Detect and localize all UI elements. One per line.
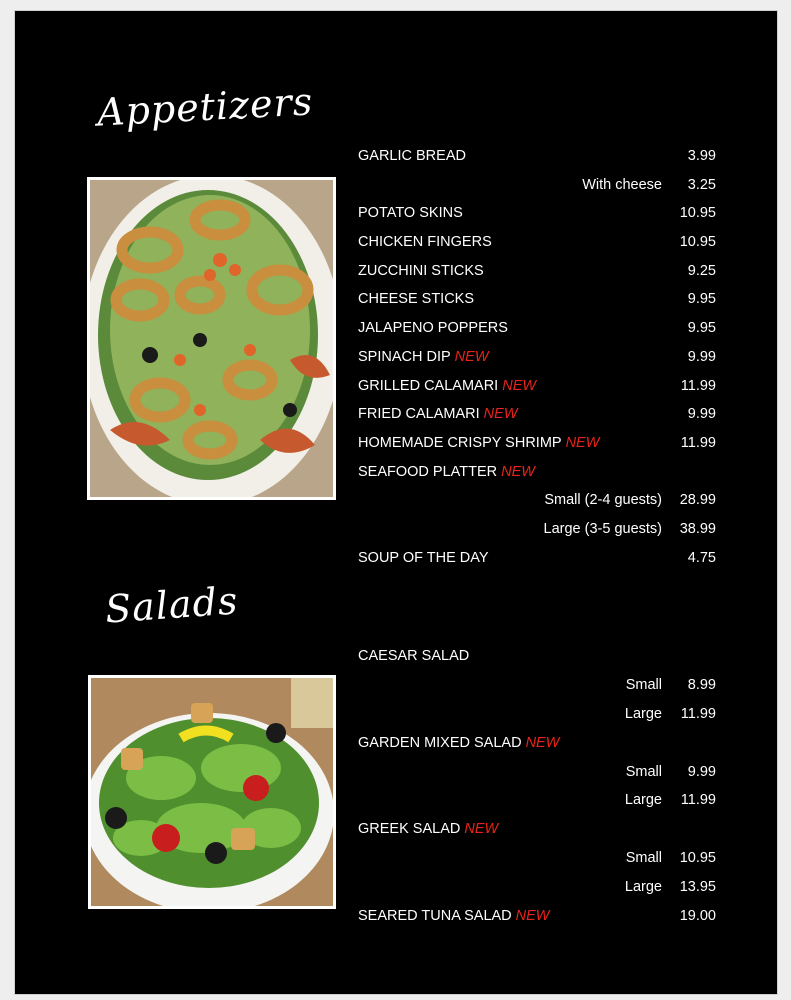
menu-item <box>358 544 718 573</box>
item-price: 10.95 <box>679 234 716 251</box>
item-price: 3.25 <box>687 176 716 193</box>
item-name-text: HOMEMADE CRISPY SHRIMP <box>358 434 562 451</box>
item-name <box>358 372 536 401</box>
new-badge: NEW <box>565 434 600 451</box>
item-name <box>358 642 469 671</box>
item-variant: Small <box>625 676 662 693</box>
menu-item <box>358 429 718 458</box>
item-price: 11.99 <box>680 377 716 394</box>
item-name <box>358 429 599 458</box>
menu-item <box>358 458 718 487</box>
new-badge: NEW <box>525 734 560 751</box>
calamari-photo <box>87 177 336 500</box>
item-name-text: GARDEN MIXED SALAD <box>358 734 522 751</box>
item-price: 9.99 <box>687 348 716 365</box>
menu-item <box>358 815 718 844</box>
item-name-text: POTATO SKINS <box>358 205 463 222</box>
item-name <box>358 458 535 487</box>
item-price: 19.00 <box>679 908 716 925</box>
item-name <box>358 729 559 758</box>
menu-page <box>14 10 778 995</box>
item-name <box>358 400 518 429</box>
item-name-text: JALAPENO POPPERS <box>358 320 508 337</box>
item-price: 10.95 <box>679 850 716 867</box>
item-name <box>358 815 498 844</box>
appetizers-heading: Appetizers <box>95 79 315 135</box>
item-price: 28.99 <box>679 492 716 509</box>
item-name-text: ZUCCHINI STICKS <box>358 262 484 279</box>
item-name <box>358 902 550 931</box>
menu-item <box>358 314 718 343</box>
item-name <box>358 314 508 343</box>
item-price: 3.99 <box>687 148 716 164</box>
menu-item-variant <box>358 671 718 700</box>
item-name-text: GRILLED CALAMARI <box>358 377 499 394</box>
menu-item <box>358 228 718 257</box>
menu-item-variant <box>358 786 718 815</box>
item-name <box>358 343 489 372</box>
menu-item <box>358 199 718 228</box>
item-price: 9.95 <box>687 320 716 337</box>
new-badge: NEW <box>515 908 550 925</box>
item-name-text: CHICKEN FINGERS <box>358 234 492 251</box>
item-name <box>358 142 466 171</box>
item-variant: Large <box>624 705 662 722</box>
item-price: 38.99 <box>679 520 716 537</box>
salads-heading: Salads <box>103 578 240 632</box>
menu-item <box>358 285 718 314</box>
item-price: 8.99 <box>687 676 716 693</box>
menu-item-variant <box>358 171 718 200</box>
menu-item-variant <box>358 873 718 902</box>
menu-item <box>358 372 718 401</box>
item-name <box>358 228 492 257</box>
item-name <box>358 544 489 573</box>
item-name <box>358 285 474 314</box>
menu-item <box>358 729 718 758</box>
item-price: 9.99 <box>687 406 716 423</box>
item-name-text: GREEK SALAD <box>358 821 461 838</box>
salad-photo <box>88 675 336 909</box>
item-name-text: CHEESE STICKS <box>358 291 475 308</box>
item-name-text: SPINACH DIP <box>358 348 451 365</box>
item-variant: Large <box>624 792 662 809</box>
menu-item <box>358 902 718 931</box>
menu-item-variant <box>358 486 718 515</box>
menu-item <box>358 642 718 671</box>
item-name-text: SEARED TUNA SALAD <box>358 908 512 925</box>
item-price: 4.75 <box>687 549 716 566</box>
item-name <box>358 199 463 228</box>
item-price: 13.95 <box>679 879 716 896</box>
item-variant: Small (2-4 guests) <box>544 492 662 509</box>
item-name <box>358 257 484 286</box>
new-badge: NEW <box>483 406 518 423</box>
menu-item-variant <box>358 700 718 729</box>
menu-item <box>358 343 718 372</box>
item-name-text: SOUP OF THE DAY <box>358 549 489 566</box>
item-price: 11.99 <box>680 792 716 809</box>
menu-item <box>358 257 718 286</box>
item-name-text: FRIED CALAMARI <box>358 406 480 423</box>
item-price: 9.95 <box>687 291 716 308</box>
item-price: 10.95 <box>679 205 716 222</box>
item-name-text: CAESAR SALAD <box>358 648 470 664</box>
new-badge: NEW <box>454 348 489 365</box>
appetizers-list <box>358 142 718 572</box>
item-name-text: GARLIC BREAD <box>358 148 466 164</box>
item-price: 9.99 <box>687 763 716 780</box>
item-price: 11.99 <box>680 434 716 451</box>
menu-item <box>358 142 718 171</box>
new-badge: NEW <box>464 821 499 838</box>
menu-item-variant <box>358 844 718 873</box>
new-badge: NEW <box>501 463 535 480</box>
menu-item-variant <box>358 515 718 544</box>
item-variant: Large (3-5 guests) <box>543 520 662 537</box>
item-variant: Small <box>625 763 662 780</box>
item-price: 11.99 <box>680 705 716 722</box>
new-badge: NEW <box>502 377 537 394</box>
item-price: 9.25 <box>687 262 716 279</box>
item-variant: Large <box>624 879 662 896</box>
item-name-text: SEAFOOD PLATTER <box>358 463 498 480</box>
menu-item <box>358 400 718 429</box>
item-variant: Small <box>625 850 662 867</box>
salads-list <box>358 642 718 931</box>
menu-item-variant <box>358 758 718 787</box>
item-variant: With cheese <box>582 176 662 193</box>
